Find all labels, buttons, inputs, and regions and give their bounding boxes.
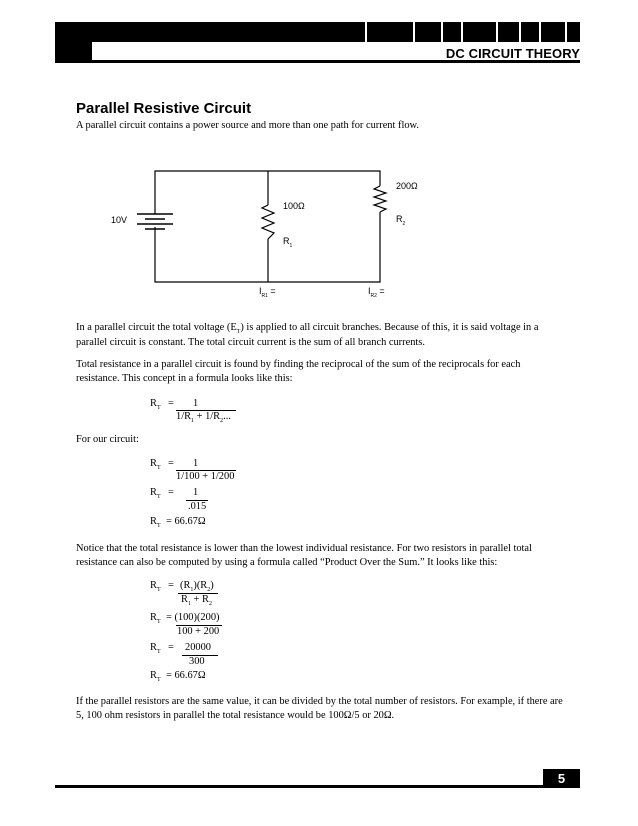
pos1-equals: = [168,580,174,591]
page-number: 5 [543,769,580,788]
pos1-numerator: $(R_1)(R_2)$ [180,580,214,593]
resistor-r2 [374,186,386,212]
source-label: 10V [111,215,128,225]
pos2-denominator: 100 + 200 [177,626,220,637]
paragraph-total-resistance: Total resistance in a parallel circuit is found by finding the reciprocal of the sum of the reciprocals for each resistance. This concept in a formula looks like this: [76,359,521,384]
footer-rule [55,785,580,788]
circuit-diagram [0,0,638,330]
calc3-result: = 66.67Ω [166,516,206,527]
formula-numerator: 1 [193,398,199,409]
r2-value: 200Ω [396,181,418,191]
paragraph-our-circuit: For our circuit: [76,434,139,445]
formula-rt-label: $R_T$ [150,398,161,411]
calc1-denominator: 1/100 + 1/200 [176,471,235,482]
pos4-rt-label: $R_T$ [150,670,161,683]
formula-equals: = [168,398,174,409]
section-heading: Parallel Resistive Circuit [76,100,252,117]
calc2-denominator: .015 [188,501,207,512]
r1-label: $R_1$ [283,236,293,249]
intro-text: A parallel circuit contains a power source and more than one path for current flow. [76,120,419,131]
ir1-label: $I_{R1}$ = [259,286,276,299]
calc2-numerator: 1 [193,487,199,498]
pos1-rt-label: $R_T$ [150,580,161,593]
document-title: DC CIRCUIT THEORY [445,46,580,61]
calc2-rt-label: $R_T$ [150,487,161,500]
pos2-rt-label: $R_T$ [150,612,161,625]
pos3-equals: = [168,642,174,653]
pos2-numerator: = (100)(200) [166,612,220,623]
paragraph-product-over-sum: Notice that the total resistance is lower than the lowest individual resistance. For two resistors in parallel total resistance can also be computed by using a formula called “Product Over the Sum.” It looks like this: [76,543,532,568]
formula-denominator: $1/R_1 + 1/R_2$... [176,411,231,424]
pos3-denominator: 300 [189,656,205,667]
resistor-r1 [262,205,274,239]
calc2-equals: = [168,487,174,498]
pos3-rt-label: $R_T$ [150,642,161,655]
r2-label: $R_2$ [396,214,406,227]
paragraph-voltage: In a parallel circuit the total voltage $(E_T)$ is applied to all circuit branches. Because of this, it is said voltage in a parallel circuit is constant. The total circuit current is the sum of all branch currents. [76,322,539,348]
calc3-rt-label: $R_T$ [150,516,161,529]
calc1-equals: = [168,458,174,469]
pos4-result: = 66.67Ω [166,670,206,681]
pos1-denominator: $R_1 + R_2$ [181,594,212,607]
paragraph-same-value: If the parallel resistors are the same value, it can be divided by the total number of resistors. For example, if there are 5, 100 ohm resistors in parallel the total resistance would be 100Ω/5 or 20Ω. [76,696,563,721]
pos3-numerator: 20000 [185,642,211,653]
ir2-label: $I_{R2}$ = [368,286,385,299]
calc1-rt-label: $R_T$ [150,458,161,471]
calc1-numerator: 1 [193,458,199,469]
r1-value: 100Ω [283,201,305,211]
